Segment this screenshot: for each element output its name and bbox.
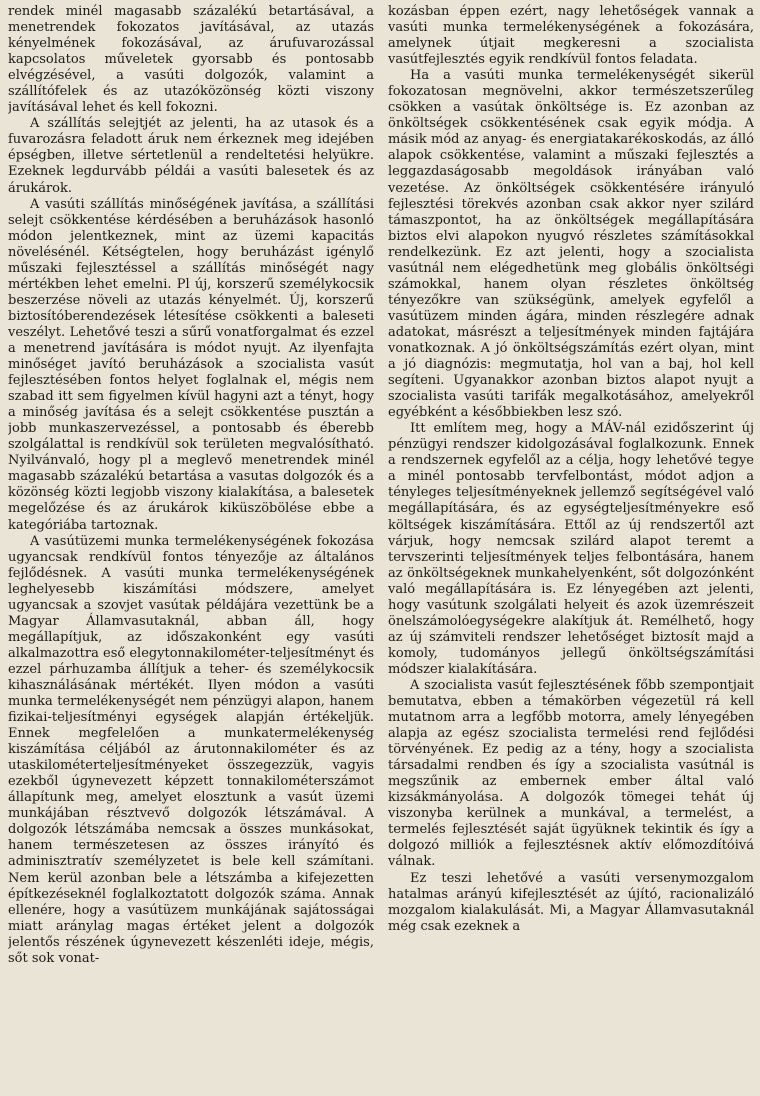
paragraph: A szocialista vasút fejlesztésének főbb szempontjait bemutatva, ebben a témakörben végezetül rá kell mutatnom arra a legfőbb motorra, amely lényegében alapja az egész szocialista termelési rend fejlődési törvényének. Ez pedig az a tény, hogy a szocialista társadalmi rendben és így a szocialista vasútnál is megszűnik az embernek ember által való kizsákmányolása. A dolgozók tömegei tehát új viszonyba kerülnek a munkával, a termelést, a termelés fejlesztését saját ügyüknek tekintik és így a dolgozó milliók a fejlesztésnek aktív előmozdítóivá válnak. [388, 677, 754, 870]
paragraph: A szállítás selejtjét az jelenti, ha az utasok és a fuvarozásra feladott áruk nem érkeznek meg idejében épségben, illetve sértetlenül a rendeltetési helyükre. Ezeknek legdurvább példái a vasúti balesetek és az árukárok. [8, 116, 374, 196]
paragraph: Itt említem meg, hogy a MÁV-nál ezidőszerint új pénzügyi rendszer kidolgozásával foglalkozunk. Ennek a rendszernek egyfelől az a célja, hogy lehetővé tegye a minél pontosabb tervfelbontást, módot adjon a tényleges teljesítményeknek jellemző segítségével való megállapítására, és az egységteljesítményekre eső költségek kiszámítására. Ettől az új rendszertől azt várjuk, hogy nemcsak szilárd alapot teremt a tervszerinti teljesítmények teljes felbontására, hanem az önköltségeknek munkahelyenként, sőt dolgozónként való megállapítására is. Ez lényegében azt jelenti, hogy vasútunk szolgálati helyeit és azok üzemrészeit önelszámolóegységekre alakítjuk át. Remélhető, hogy az új számviteli rendszer lehetőséget biztosít majd a komoly, tudományos jellegű önköltségszámítási módszer kialakítására. [388, 421, 754, 677]
left-column [8, 4, 374, 1096]
paragraph: kozásban éppen ezért, nagy lehetőségek vannak a vasúti munka termelékenységének a fokozására, amelynek útjait megkeresni a szocialista vasútfejlesztés egyik rendkívül fontos feladata. [388, 4, 754, 68]
right-column [388, 4, 754, 1096]
paragraph: rendek minél magasabb százalékú betartásával, a menetrendek fokozatos javításával, az utazás kényelmének fokozásával, az árufuvarozással kapcsolatos műveletek gyorsabb és pontosabb elvégzésével, a vasúti dolgozók, valamint a szállítófelek és az utazóközönség közti viszony javításával lehet és kell fokozni. [8, 4, 374, 116]
paragraph: A vasúti szállítás minőségének javítása, a szállítási selejt csökkentése kérdésében a beruházások hasonló módon jelentkeznek, mint az üzemi kapacitás növelésénél. Kétségtelen, hogy beruházást igénylő műszaki fejlesztéssel a szállítás minőségét nagy mértékben lehet emelni. Pl új, korszerű személykocsik beszerzése növeli az utazás kényelmét. Új, korszerű biztosítóberendezések létesítése csökkenti a baleseti veszélyt. Lehetővé teszi a sűrű vonatforgalmat és ezzel a menetrend javítására is módot nyujt. Az ilyenfajta minőséget javító beruházások a szocialista vasút fejlesztésében fontos helyet foglalnak el, mégis nem szabad itt sem figyelmen kívül hagyni azt a tényt, hogy a minőség javítása és a selejt csökkentése pusztán a jobb munkaszervezéssel, a pontosabb és éberebb szolgálattal is rendkívül sok területen megvalósítható. Nyilvánvaló, hogy pl a meglevő menetrendek minél magasabb százalékú betartása a vasutas dolgozók és a közönség közti legjobb viszony kialakítása, a balesetek megelőzése és az árukárok kiküszöbölése ebbe a kategóriába tartoznak. [8, 196, 374, 533]
paragraph: Ha a vasúti munka termelékenységét sikerül fokozatosan megnövelni, akkor természetszerűleg csökken a vasútak önköltsége is. Ez azonban az önköltségek csökkentésének csak egyik módja. A másik mód az anyag- és energiatakarékoskodás, az álló alapok csökkentése, valamint a műszaki fejlesztés a leggazdaságosabb megoldások irányában való vezetése. Az önköltségek csökkentésére irányuló fejlesztési törekvés azonban csak akkor nyer szilárd támaszpontot, ha az önköltségek megállapítására biztos elvi alapokon nyugvó részletes számításokkal rendelkezünk. Ez azt jelenti, hogy a szocialista vasútnál nem elégedhetünk meg globális önköltségi számokkal, hanem olyan részletes önköltség tényezőkre van szükségünk, amelyek egyfelől a vasútüzem minden ágára, minden részlegére adnak adatokat, másrészt a teljesítmények minden fajtájára vonatkoznak. A jó önköltségszámítás ezért olyan, mint a jó diagnózis: megmutatja, hol van a baj, hol kell segíteni. Ugyanakkor azonban biztos alapot nyujt a szocialista vasúti tarifák megalkotásához, amelyekről egyébként a későbbiekben lesz szó. [388, 68, 754, 421]
paragraph: A vasútüzemi munka termelékenységének fokozása ugyancsak rendkívül fontos tényezője az általános fejlődésnek. A vasúti munka termelékenységének leghelyesebb kiszámítási módszere, amelyet ugyancsak a szovjet vasútak példájára vezettünk be a Magyar Államvasutaknál, abban áll, hogy megállapítjuk, az időszakonként egy vasúti alkalmazottra eső elegytonnakilométer-teljesítményt és ezzel párhuzamba állítjuk a teher- és személykocsik kihasználásának mértékét. Ilyen módon a vasúti munka termelékenységét nem pénzügyi alapon, hanem fizikai-teljesítményi egységek alapján értékeljük. Ennek megfelelően a munkatermelékenység kiszámítása céljából az árutonnakilométer és az utaskilométerteljesítményeket összegezzük, vagyis ezekből úgynevezett képzett tonnakilométerszámot állapítunk meg, amelyet elosztunk a vasút üzemi munkájában résztvevő dolgozók létszámával. A dolgozók létszámába nemcsak a összes munkásokat, hanem természetesen az összes irányító és adminisztratív személyzetet is bele kell számítani. Nem kerül azonban bele a létszámba a kifejezetten építkezéseknél foglalkoztatott dolgozók száma. Annak ellenére, hogy a vasútüzem munkájának sajátosságai miatt aránylag magas értéket jelent a dolgozók jelentős részének úgynevezett készenléti ideje, mégis, sőt sok vonat- [8, 533, 374, 966]
paragraph: Ez teszi lehetővé a vasúti versenymozgalom hatalmas arányú kifejlesztését az újító, racionalizáló mozgalom kialakulását. Mi, a Magyar Államvasutaknál még csak ezeknek a [388, 870, 754, 934]
